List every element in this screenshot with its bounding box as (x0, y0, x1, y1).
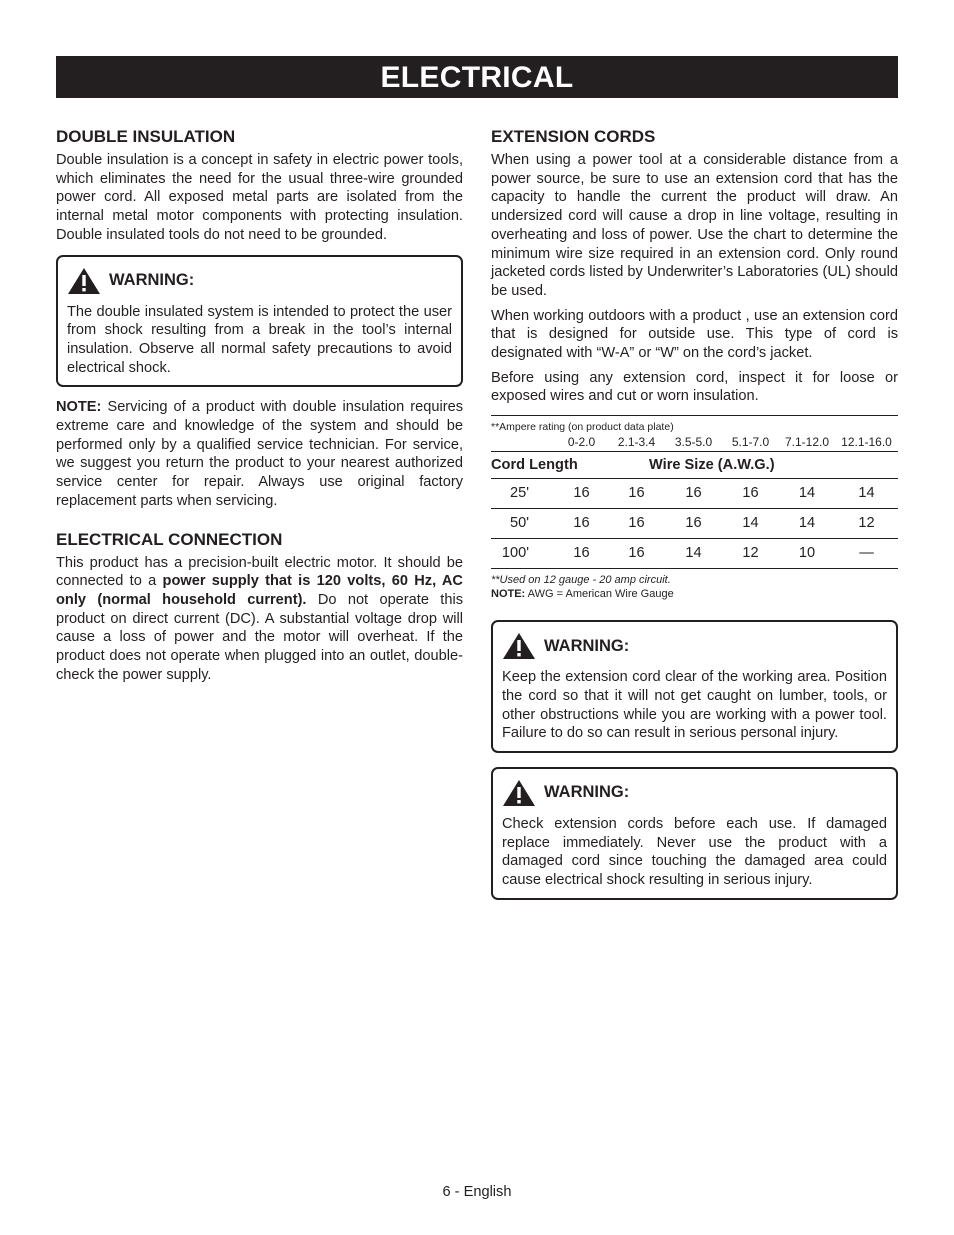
page-number: 6 - English (442, 1184, 512, 1200)
amp-range: 2.1-3.4 (617, 435, 656, 450)
page-footer (0, 1184, 954, 1200)
extension-cords-p3: Before using any extension cord, inspect it for loose or exposed wires and cut or worn insulation. (491, 369, 898, 405)
note-label: NOTE: (56, 399, 102, 416)
warning-title: WARNING: (544, 783, 630, 802)
wire-size-cell: 16 (573, 485, 590, 502)
wire-size-cell: 16 (685, 485, 702, 502)
extension-cords-heading: EXTENSION CORDS (491, 127, 656, 146)
warning-title: WARNING: (109, 271, 195, 290)
table-row (491, 539, 898, 569)
warning-box-cord-clear (491, 620, 898, 753)
page-title-banner (56, 56, 898, 98)
table-note (491, 588, 898, 600)
warning-text: Keep the extension cord clear of the working area. Position the cord so that it will not get caught on lumber, tools, or other obstructions while you are working with a power tool. Failure to do so can result in serious personal injury. (502, 669, 887, 742)
warning-triangle-icon (67, 267, 101, 295)
cord-length-cell: 25' (509, 485, 529, 502)
cord-length-cell: 100' (501, 545, 529, 562)
wire-size-cell: 10 (798, 545, 816, 562)
electrical-connection-text (56, 554, 463, 685)
amp-range: 3.5-5.0 (674, 435, 713, 450)
warning-text: Check extension cords before each use. If damaged replace immediately. Never use the product with a damaged cord since touching the damaged area could cause electrical shock resulting in serious injury. (502, 815, 887, 889)
warning-text: The double insulated system is intended to protect the user from shock resulting from a break in the tool’s internal insulation. Observe all normal safety precautions to avoid electrical shock. (67, 303, 452, 376)
wire-size-cell: 16 (628, 515, 645, 532)
col-cord-length: Cord Length (491, 457, 578, 474)
wire-size-cell: 16 (685, 515, 702, 532)
wire-size-cell: 14 (798, 485, 816, 502)
warning-box-check-cords (491, 767, 898, 900)
amp-range: 0-2.0 (567, 435, 596, 450)
warning-header (502, 632, 887, 660)
page-title: ELECTRICAL (380, 61, 574, 94)
table-note-label: NOTE: (491, 588, 526, 601)
note-text: Servicing of a product with double insulation requires extreme care and knowledge of the system and should be performed only by a qualified service technician. For service, we suggest you return the product to your nearest authorized service center for repair. Always use original factory replacement parts when servicing. (56, 399, 463, 509)
wire-size-cell: 14 (685, 545, 702, 562)
note-servicing (56, 398, 463, 510)
warning-title: WARNING: (544, 636, 630, 655)
right-column (491, 126, 898, 900)
table-footnote: **Used on 12 gauge - 20 amp circuit. (491, 574, 671, 587)
warning-box-insulation (56, 255, 463, 388)
wire-size-cell: 12 (742, 545, 759, 562)
wire-size-cell: 16 (742, 485, 759, 502)
wire-size-cell: 14 (858, 485, 875, 502)
electrical-connection-heading: ELECTRICAL CONNECTION (56, 529, 283, 549)
wire-size-cell: — (859, 545, 874, 562)
warning-triangle-icon (502, 632, 536, 660)
wire-size-cell: 14 (798, 515, 816, 532)
wire-size-cell: 16 (628, 485, 645, 502)
table-row (491, 479, 898, 509)
amp-range: 5.1-7.0 (731, 435, 770, 450)
double-insulation-heading: DOUBLE INSULATION (56, 127, 236, 146)
ampere-header-row (491, 435, 898, 452)
double-insulation-text: Double insulation is a concept in safety in electric power tools, which eliminates the need for the usual three-wire grounded power cord. All exposed metal parts are isolated from the internal metal motor components with protecting insulation. Double insulated tools do not need to be grounded. (56, 152, 463, 243)
amp-range: 12.1-16.0 (841, 435, 892, 450)
wire-size-cell: 12 (858, 515, 875, 532)
col-wire-size: Wire Size (A.W.G.) (649, 457, 775, 474)
left-column (56, 126, 463, 684)
wire-size-cell: 16 (628, 545, 645, 562)
amp-range: 7.1-12.0 (784, 435, 830, 450)
ampere-rating-note: **Ampere rating (on product data plate) (491, 415, 898, 433)
connection-text-end: Do not operate this product on direct current (DC). A substantial voltage drop will cause a loss of power and the motor will overheat. If the product does not operate when plugged into an outlet, double-check the power supply. (56, 591, 463, 683)
wire-size-table (491, 415, 898, 600)
warning-header (67, 267, 452, 295)
extension-cords-p1: When using a power tool at a considerable distance from a power source, be sure to use an extension cord that has the capacity to handle the current the product will draw. An undersized cord will cause a drop in line voltage, resulting in overheating and loss of power. Use the chart to determine the minimum wire size required in an extension cord. Only round jacketed cords listed by Underwriter’s Laboratories (UL) should be used. (491, 152, 898, 299)
table-row (491, 509, 898, 539)
cord-length-cell: 50' (509, 515, 529, 532)
warning-header (502, 779, 887, 807)
extension-cords-p2: When working outdoors with a product , use an extension cord that is designed for outside use. This type of cord is designated with “W-A” or “W” on the cord’s jacket. (491, 307, 898, 362)
wire-size-cell: 16 (573, 515, 590, 532)
warning-triangle-icon (502, 779, 536, 807)
wire-size-cell: 14 (742, 515, 759, 532)
wire-size-cell: 16 (573, 545, 590, 562)
table-note-text: AWG = American Wire Gauge (525, 588, 674, 601)
connection-text-start: This product has a precision-built electric motor. It should be connected to a (56, 554, 463, 590)
connection-text-bold: power supply that is 120 volts, 60 Hz, AC only (normal household current). (56, 573, 463, 608)
table-header-row (491, 452, 898, 479)
